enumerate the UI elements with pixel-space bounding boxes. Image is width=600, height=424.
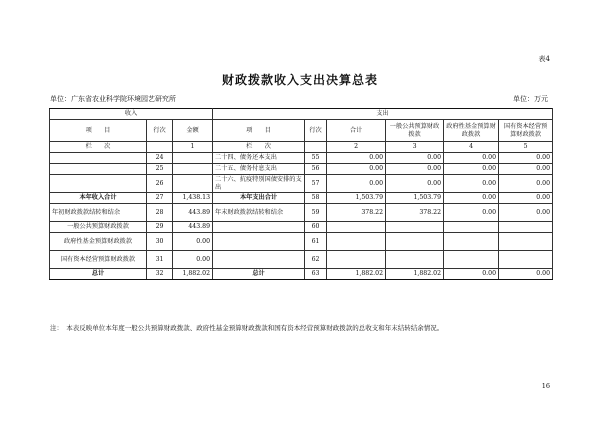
column-number-4: 4	[444, 142, 499, 153]
income-item	[50, 153, 147, 164]
state-capital-amount: 0.00	[499, 164, 553, 175]
expense-item	[213, 233, 305, 251]
header-row-column-numbers	[50, 142, 553, 153]
income-row-no: 26	[147, 175, 173, 193]
income-amount: 1,882.02	[173, 269, 213, 280]
total-header: 合计	[327, 120, 386, 142]
state-capital-amount: 0.00	[499, 193, 553, 204]
income-row-no: 28	[147, 204, 173, 222]
income-amount: 443.89	[173, 204, 213, 222]
state-capital-amount	[499, 233, 553, 251]
income-row-no: 31	[147, 251, 173, 269]
column-number-5: 5	[499, 142, 553, 153]
state-capital-amount	[499, 251, 553, 269]
income-item: 政府性基金预算财政拨款	[50, 233, 147, 251]
expense-row-no: 58	[305, 193, 327, 204]
total-amount: 0.00	[327, 164, 386, 175]
total-amount: 378.22	[327, 204, 386, 222]
total-amount: 0.00	[327, 153, 386, 164]
income-amount: 443.89	[173, 222, 213, 233]
expense-row-no: 56	[305, 164, 327, 175]
income-amount	[173, 164, 213, 175]
general-budget-amount: 1,882.02	[386, 269, 444, 280]
expense-row-no: 62	[305, 251, 327, 269]
income-item: 年初财政拨款结转和结余	[50, 204, 147, 222]
state-capital-amount: 0.00	[499, 204, 553, 222]
expense-row-no: 61	[305, 233, 327, 251]
expense-row-no: 57	[305, 175, 327, 193]
total-amount	[327, 233, 386, 251]
gov-fund-amount: 0.00	[444, 164, 499, 175]
income-amount: 0.00	[173, 233, 213, 251]
gov-fund-amount: 0.00	[444, 204, 499, 222]
table-row-subtotal	[50, 193, 553, 204]
column-number-2: 2	[327, 142, 386, 153]
expense-row-no: 55	[305, 153, 327, 164]
header-row-sections	[50, 109, 553, 120]
income-row-no: 27	[147, 193, 173, 204]
expense-row-no-blank	[305, 142, 327, 153]
expense-item: 年末财政拨款结转和结余	[213, 204, 305, 222]
general-budget-amount	[386, 233, 444, 251]
table-note: 注： 本表反映单位本年度一般公共预算财政拨款、政府性基金预算财政拨款和国有资本经营预算财政拨款的总收支和年末结转结余情况。	[50, 324, 444, 332]
header-row-columns	[50, 120, 553, 142]
table-row	[50, 222, 553, 233]
state-capital-amount: 0.00	[499, 153, 553, 164]
gov-fund-amount: 0.00	[444, 153, 499, 164]
income-row-no: 29	[147, 222, 173, 233]
income-item: 一般公共预算财政拨款	[50, 222, 147, 233]
state-capital-amount: 0.00	[499, 269, 553, 280]
table-row-grand-total	[50, 269, 553, 280]
income-row-no-blank	[147, 142, 173, 153]
gov-fund-amount: 0.00	[444, 193, 499, 204]
income-item-header: 项 目	[50, 120, 147, 142]
general-budget-amount	[386, 222, 444, 233]
table-row	[50, 233, 553, 251]
gov-fund-amount	[444, 233, 499, 251]
income-row-no: 25	[147, 164, 173, 175]
income-row-no: 30	[147, 233, 173, 251]
expense-section-header: 支出	[213, 109, 553, 120]
general-budget-amount: 378.22	[386, 204, 444, 222]
expense-item: 二十六、抗疫特别国债安排的支出	[213, 175, 305, 193]
financial-summary-table	[49, 108, 553, 280]
income-item: 本年收入合计	[50, 193, 147, 204]
gov-fund-header: 政府性基金预算财政拨款	[444, 120, 499, 142]
income-amount: 0.00	[173, 251, 213, 269]
expense-row-no: 63	[305, 269, 327, 280]
income-row-no: 24	[147, 153, 173, 164]
unit-organization: 单位：广东省农业科学院环境园艺研究所	[50, 95, 176, 103]
total-amount: 0.00	[327, 175, 386, 193]
income-item	[50, 164, 147, 175]
gov-fund-amount	[444, 222, 499, 233]
general-budget-amount: 0.00	[386, 164, 444, 175]
income-amount	[173, 153, 213, 164]
expense-column-label: 栏 次	[213, 142, 305, 153]
page-number: 16	[541, 382, 550, 390]
expense-row-no: 60	[305, 222, 327, 233]
column-number-3: 3	[386, 142, 444, 153]
expense-item	[213, 222, 305, 233]
expense-row-no: 59	[305, 204, 327, 222]
income-section-header: 收入	[50, 109, 213, 120]
gov-fund-amount: 0.00	[444, 269, 499, 280]
general-budget-header: 一般公共预算财政拨款	[386, 120, 444, 142]
table-row	[50, 251, 553, 269]
expense-item-header: 项 目	[213, 120, 305, 142]
column-number-1: 1	[173, 142, 213, 153]
table-row	[50, 164, 553, 175]
table-row	[50, 204, 553, 222]
income-column-label: 栏 次	[50, 142, 147, 153]
expense-item	[213, 251, 305, 269]
total-amount	[327, 222, 386, 233]
state-capital-header: 国有资本经营预算财政拨款	[499, 120, 553, 142]
state-capital-amount	[499, 222, 553, 233]
expense-item: 总计	[213, 269, 305, 280]
table-row	[50, 153, 553, 164]
expense-item: 二十四、债务还本支出	[213, 153, 305, 164]
general-budget-amount: 0.00	[386, 175, 444, 193]
expense-item: 本年支出合计	[213, 193, 305, 204]
general-budget-amount: 1,503.79	[386, 193, 444, 204]
income-row-no: 32	[147, 269, 173, 280]
income-row-no-header: 行次	[147, 120, 173, 142]
income-amount: 1,438.13	[173, 193, 213, 204]
total-amount	[327, 251, 386, 269]
expense-row-no-header: 行次	[305, 120, 327, 142]
total-amount: 1,882.02	[327, 269, 386, 280]
income-item: 国有资本经营预算财政拨款	[50, 251, 147, 269]
table-row	[50, 175, 553, 193]
gov-fund-amount	[444, 251, 499, 269]
income-amount-header: 金额	[173, 120, 213, 142]
general-budget-amount	[386, 251, 444, 269]
page-title: 财政拨款收入支出决算总表	[221, 73, 378, 87]
general-budget-amount: 0.00	[386, 153, 444, 164]
gov-fund-amount: 0.00	[444, 175, 499, 193]
income-item	[50, 175, 147, 193]
income-amount	[173, 175, 213, 193]
unit-currency: 单位：万元	[513, 95, 548, 103]
table-number: 表4	[538, 55, 550, 63]
expense-item: 二十五、债务付息支出	[213, 164, 305, 175]
state-capital-amount: 0.00	[499, 175, 553, 193]
income-item: 总计	[50, 269, 147, 280]
total-amount: 1,503.79	[327, 193, 386, 204]
